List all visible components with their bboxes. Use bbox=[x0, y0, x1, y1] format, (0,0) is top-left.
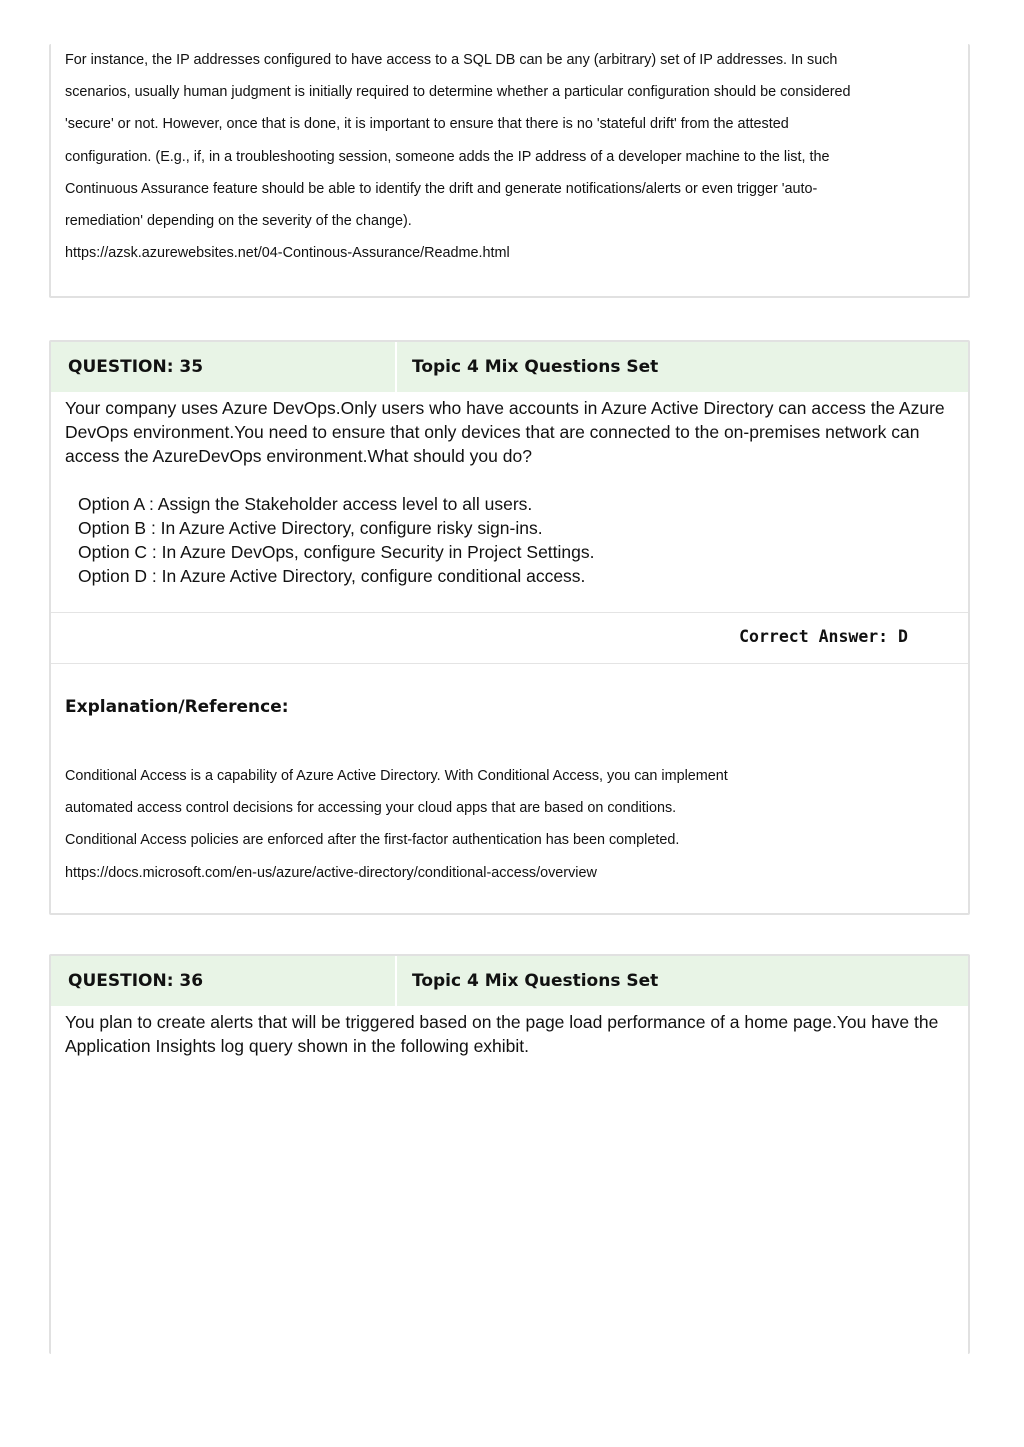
reference-link[interactable]: https://docs.microsoft.com/en-us/azure/active-directory/conditional-access/overview bbox=[65, 864, 597, 881]
divider bbox=[51, 612, 968, 613]
explanation-line: scenarios, usually human judgment is initially required to determine whether a particular configuration should be considered bbox=[65, 84, 851, 101]
explanation-line: remediation' depending on the severity of the change). bbox=[65, 213, 412, 230]
explanation-text bbox=[65, 760, 955, 889]
previous-explanation-text bbox=[65, 44, 955, 269]
divider bbox=[51, 663, 968, 664]
question-topic: Topic 4 Mix Questions Set bbox=[412, 971, 659, 991]
question-header bbox=[51, 956, 968, 1006]
question-topic: Topic 4 Mix Questions Set bbox=[412, 357, 659, 377]
explanation-line: configuration. (E.g., if, in a troubleshooting session, someone adds the IP address of a developer machine to the list, the bbox=[65, 148, 830, 165]
options-list bbox=[78, 492, 595, 588]
explanation-line: Continuous Assurance feature should be able to identify the drift and generate notifications/alerts or even trigger 'auto- bbox=[65, 180, 818, 197]
question-card-36 bbox=[49, 954, 970, 1354]
question-card-35 bbox=[49, 340, 970, 915]
question-text: Your company uses Azure DevOps.Only users who have accounts in Azure Active Directory can access the Azure DevOps environment.You need to ensure that only devices that are connected to the on-premises network can access the AzureDevOps environment.What should you do? bbox=[65, 398, 945, 466]
option-b: Option B : In Azure Active Directory, configure risky sign-ins. bbox=[78, 518, 543, 538]
explanation-title: Explanation/Reference: bbox=[65, 697, 289, 717]
option-d: Option D : In Azure Active Directory, configure conditional access. bbox=[78, 566, 586, 586]
question-header bbox=[51, 342, 968, 392]
question-number: QUESTION: 36 bbox=[51, 956, 397, 1006]
question-text: You plan to create alerts that will be triggered based on the page load performance of a home page.You have the Application Insights log query shown in the following exhibit. bbox=[65, 1012, 939, 1056]
option-a: Option A : Assign the Stakeholder access level to all users. bbox=[78, 494, 533, 514]
explanation-line: For instance, the IP addresses configured to have access to a SQL DB can be any (arbitrary) set of IP addresses. In such bbox=[65, 52, 838, 68]
explanation-line: Conditional Access policies are enforced after the first-factor authentication has been completed. bbox=[65, 832, 680, 849]
question-number: QUESTION: 35 bbox=[51, 342, 397, 392]
explanation-line: Conditional Access is a capability of Azure Active Directory. With Conditional Access, you can implement bbox=[65, 768, 728, 784]
explanation-line: 'secure' or not. However, once that is done, it is important to ensure that there is no 'stateful drift' from the attested bbox=[65, 116, 789, 133]
correct-answer: Correct Answer: D bbox=[739, 627, 908, 646]
previous-explanation-box bbox=[49, 44, 970, 298]
reference-link[interactable]: https://azsk.azurewebsites.net/04-Continous-Assurance/Readme.html bbox=[65, 245, 510, 262]
option-c: Option C : In Azure DevOps, configure Security in Project Settings. bbox=[78, 542, 595, 562]
explanation-line: automated access control decisions for accessing your cloud apps that are based on conditions. bbox=[65, 800, 677, 817]
